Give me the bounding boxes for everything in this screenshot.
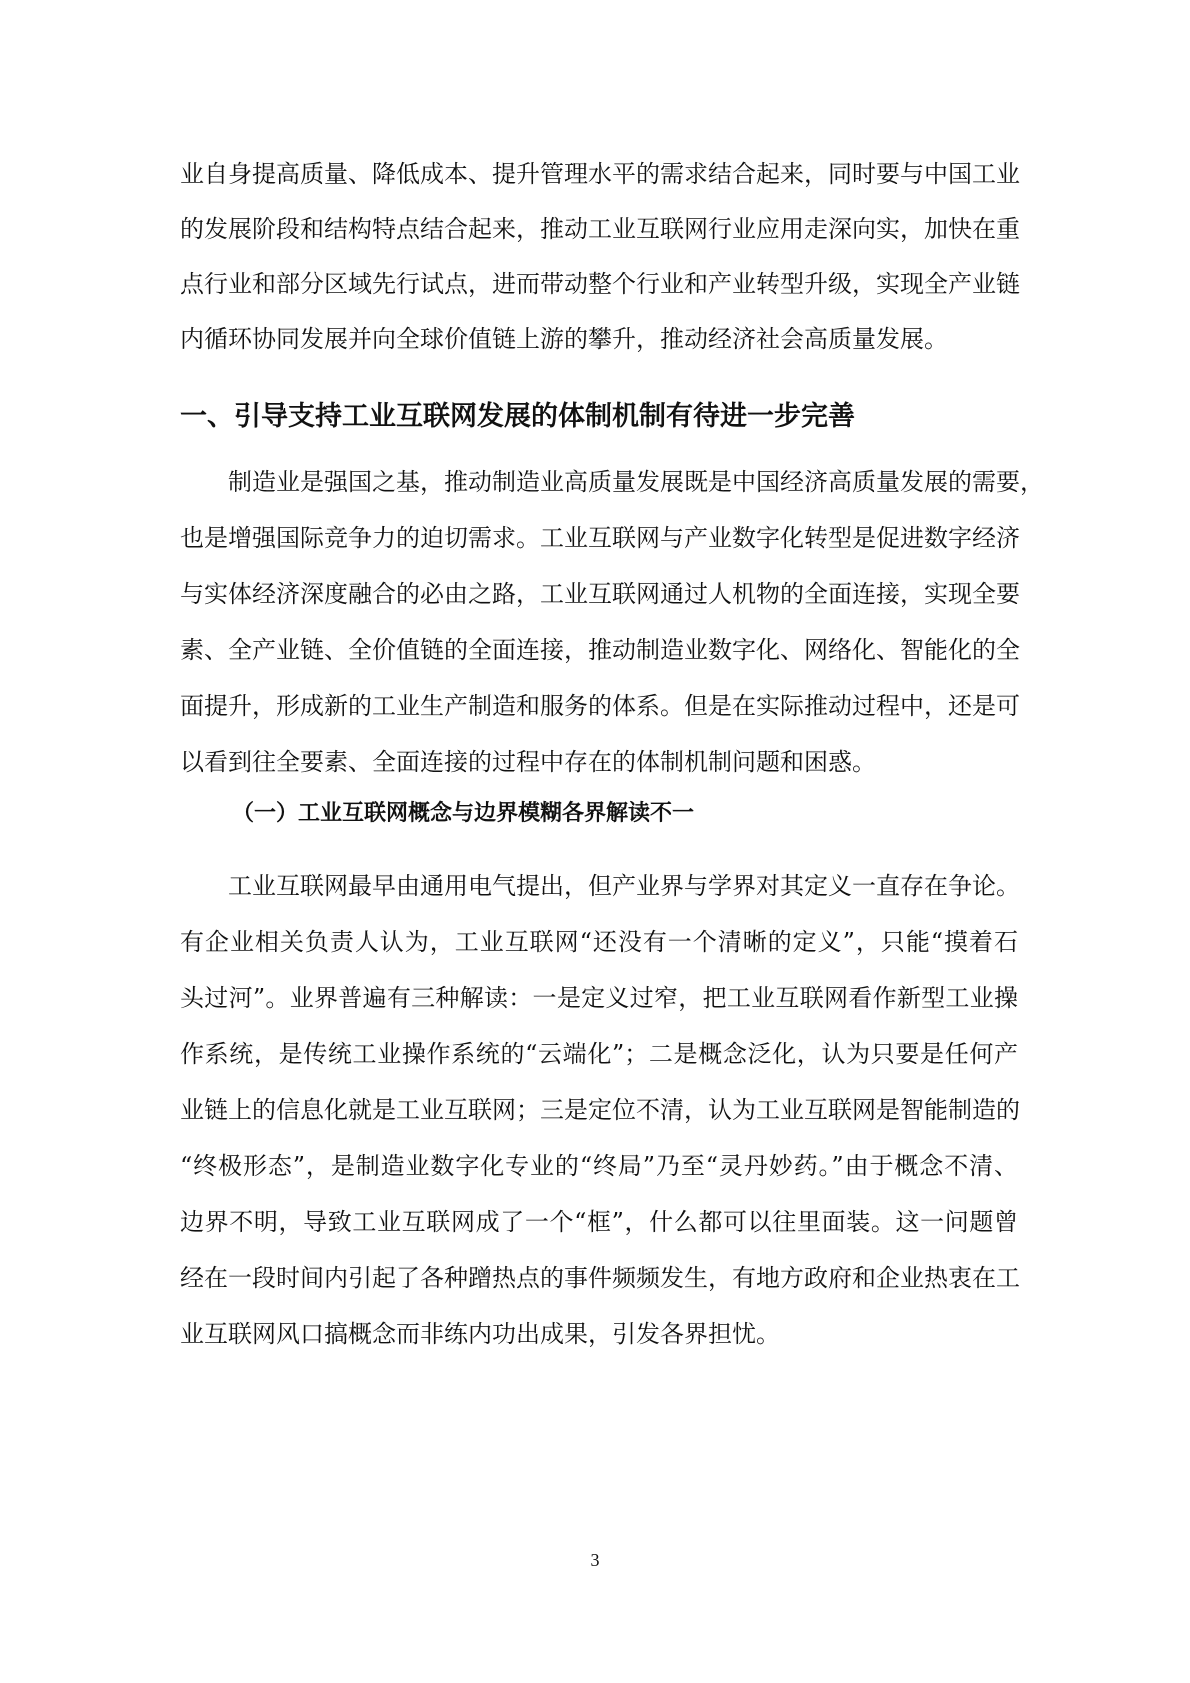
subsection1-line-4: 作系统，是传统工业操作系统的“云端化”；二是概念泛化，认为只要是任何产	[180, 1040, 1018, 1068]
intro-line-1: 业自身提高质量、降低成本、提升管理水平的需求结合起来，同时要与中国工业	[180, 160, 1020, 188]
section1-line-1: 制造业是强国之基，推动制造业高质量发展既是中国经济高质量发展的需要，	[228, 468, 1044, 496]
page-number: 3	[590, 1550, 600, 1570]
section1-line-4: 素、全产业链、全价值链的全面连接，推动制造业数字化、网络化、智能化的全	[180, 636, 1020, 664]
subsection1-line-5: 业链上的信息化就是工业互联网；三是定位不清，认为工业互联网是智能制造的	[180, 1096, 1020, 1124]
subsection1-line-6: “终极形态”，是制造业数字化专业的“终局”乃至“灵丹妙药。”由于概念不清、	[180, 1152, 1018, 1180]
subsection1-line-2: 有企业相关负责人认为，工业互联网“还没有一个清晰的定义”，只能“摸着石	[180, 928, 1018, 956]
section1-line-3: 与实体经济深度融合的必由之路，工业互联网通过人机物的全面连接，实现全要	[180, 580, 1020, 608]
subsection1-line-8: 经在一段时间内引起了各种蹭热点的事件频频发生，有地方政府和企业热衷在工	[180, 1264, 1020, 1292]
intro-line-2: 的发展阶段和结构特点结合起来，推动工业互联网行业应用走深向实，加快在重	[180, 215, 1020, 243]
section1-line-2: 也是增强国际竞争力的迫切需求。工业互联网与产业数字化转型是促进数字经济	[180, 524, 1020, 552]
section-heading-1: 一、引导支持工业互联网发展的体制机制有待进一步完善	[180, 401, 855, 432]
intro-line-4: 内循环协同发展并向全球价值链上游的攀升，推动经济社会高质量发展。	[180, 325, 948, 353]
subsection1-line-9: 业互联网风口搞概念而非练内功出成果，引发各界担忧。	[180, 1320, 780, 1348]
subsection-heading-1: （一）工业互联网概念与边界模糊各界解读不一	[232, 801, 695, 826]
subsection1-line-3: 头过河”。业界普遍有三种解读：一是定义过窄，把工业互联网看作新型工业操	[180, 984, 1018, 1012]
section1-line-5: 面提升，形成新的工业生产制造和服务的体系。但是在实际推动过程中，还是可	[180, 692, 1020, 720]
subsection1-line-7: 边界不明，导致工业互联网成了一个“框”，什么都可以往里面装。这一问题曾	[180, 1208, 1018, 1236]
intro-line-3: 点行业和部分区域先行试点，进而带动整个行业和产业转型升级，实现全产业链	[180, 270, 1020, 298]
section1-line-6: 以看到往全要素、全面连接的过程中存在的体制机制问题和困惑。	[180, 748, 876, 776]
subsection1-line-1: 工业互联网最早由通用电气提出，但产业界与学界对其定义一直存在争论。	[228, 872, 1020, 900]
